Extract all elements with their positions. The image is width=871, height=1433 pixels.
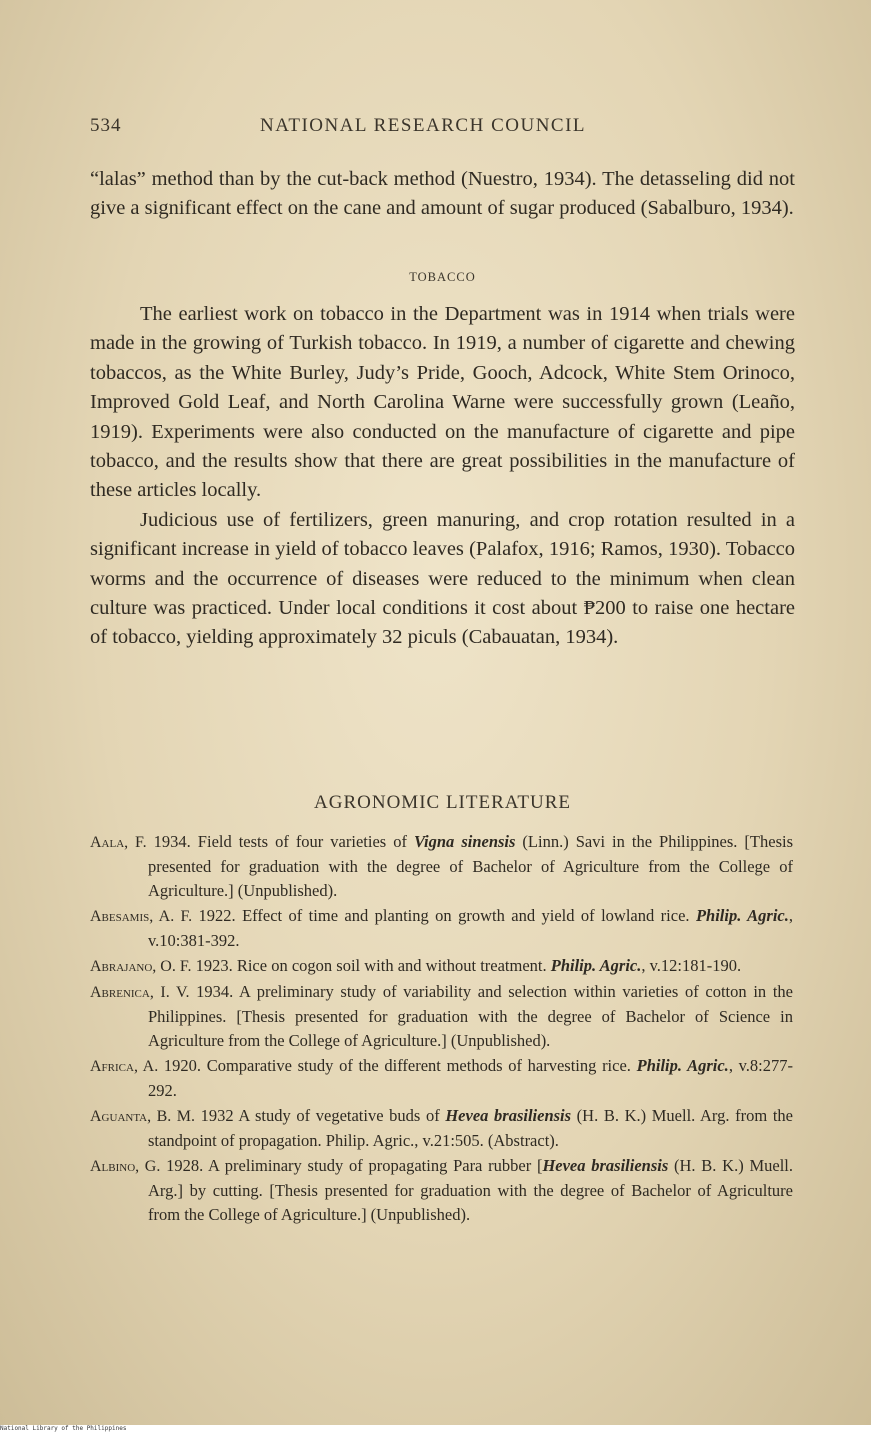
reference-entry [90,1054,793,1103]
reference-text: 1923. Rice on cogon soil with and without treatment. [191,956,551,975]
reference-text: 1932 A study of vegetative buds of [195,1106,446,1125]
footer-credit: National Library of the Philippines [0,1425,871,1433]
reference-text: (H. B. K.) Muell. Arg. from the standpoint of propagation. Philip. Agric., v.21:505. (Abstract). [148,1106,793,1150]
reference-entry [90,830,793,903]
reference-text: 1922. Effect of time and planting on growth and yield of lowland rice. [192,906,696,925]
tobacco-paragraph-2: Judicious use of fertilizers, green manuring, and crop rotation resulted in a significant increase in yield of tobacco leaves (Palafox, 1916; Ramos, 1930). Tobacco worms and the occurrence of diseases were reduced to the minimum when clean culture was practiced. Under local conditions it cost about ₱200 to raise one hectare of tobacco, yielding approximately 32 piculs (Cabauatan, 1934). [90,508,795,649]
reference-entry [90,904,793,953]
reference-list [90,830,793,1228]
reference-author: Albino, G. [90,1158,161,1175]
reference-text: 1934. Field tests of four varieties of [146,832,414,851]
reference-italic: Hevea brasiliensis [445,1106,572,1125]
running-title: NATIONAL RESEARCH COUNCIL [260,115,587,136]
reference-entry [90,954,793,979]
reference-author: Abesamis, A. F. [90,908,193,925]
tobacco-paragraph-1: The earliest work on tobacco in the Department was in 1914 when trials were made in the growing of Turkish tobacco. In 1919, a number of cigarette and chewing tobaccos, as the White Burley, Judy’s Pride, Gooch, Adcock, White Stem Orinoco, Improved Gold Leaf, and North Carolina Warne were successfully grown (Leaño, 1919). Experiments were also conducted on the manufacture of cigarette and pipe tobacco, and the results show that there are great possibilities in the manufacture of these articles locally. [90,303,795,502]
reference-text: 1920. Comparative study of the different methods of harvesting rice. [158,1056,637,1075]
reference-text: , v.8:277-292. [148,1056,794,1100]
reference-text: 1928. A preliminary study of propagating Para rubber [ [160,1156,543,1175]
reference-author: Abrajano, O. F. [90,958,192,975]
reference-author: Abrenica, I. V. [90,984,190,1001]
intro-paragraph-text: “lalas” method than by the cut-back method (Nuestro, 1934). The detasseling did not give a significant effect on the cane and amount of sugar produced (Sabalburo, 1934). [90,168,795,220]
reference-entry [90,980,793,1053]
tobacco-section [90,300,795,653]
reference-text: (Linn.) Savi in the Philippines. [Thesis presented for graduation with the degree of Bachelor of Agriculture from the College of Agriculture.] (Unpublished). [148,832,794,900]
reference-author: Aala, F. [90,834,147,851]
reference-text: , v.12:181-190. [641,956,742,975]
reference-entry [90,1104,793,1153]
reference-italic: Philip. Agric. [695,906,789,925]
reference-italic: Vigna sinensis [413,832,516,851]
literature-heading: AGRONOMIC LITERATURE [314,792,571,813]
reference-author: Africa, A. [90,1058,159,1075]
reference-text: (H. B. K.) Muell. Arg.] by cutting. [Thesis presented for graduation with the degree of Bachelor of Agriculture from the College of Agriculture.] (Unpublished). [148,1156,793,1224]
reference-text: 1934. A preliminary study of variability and selection within varieties of cotton in the Philippines. [Thesis presented for graduation with the degree of Bachelor of Science in Agriculture from the College of Agriculture.] (Unpublished). [148,982,793,1050]
reference-text: , v.10:381-392. [148,906,793,950]
reference-italic: Philip. Agric. [550,956,642,975]
reference-italic: Philip. Agric. [636,1056,729,1075]
reference-italic: Hevea brasiliensis [542,1156,669,1175]
reference-author: Aguanta, B. M. [90,1108,196,1125]
intro-paragraph [90,165,795,224]
page-number: 534 [90,115,122,136]
tobacco-heading: TOBACCO [409,270,476,284]
reference-entry [90,1154,793,1227]
